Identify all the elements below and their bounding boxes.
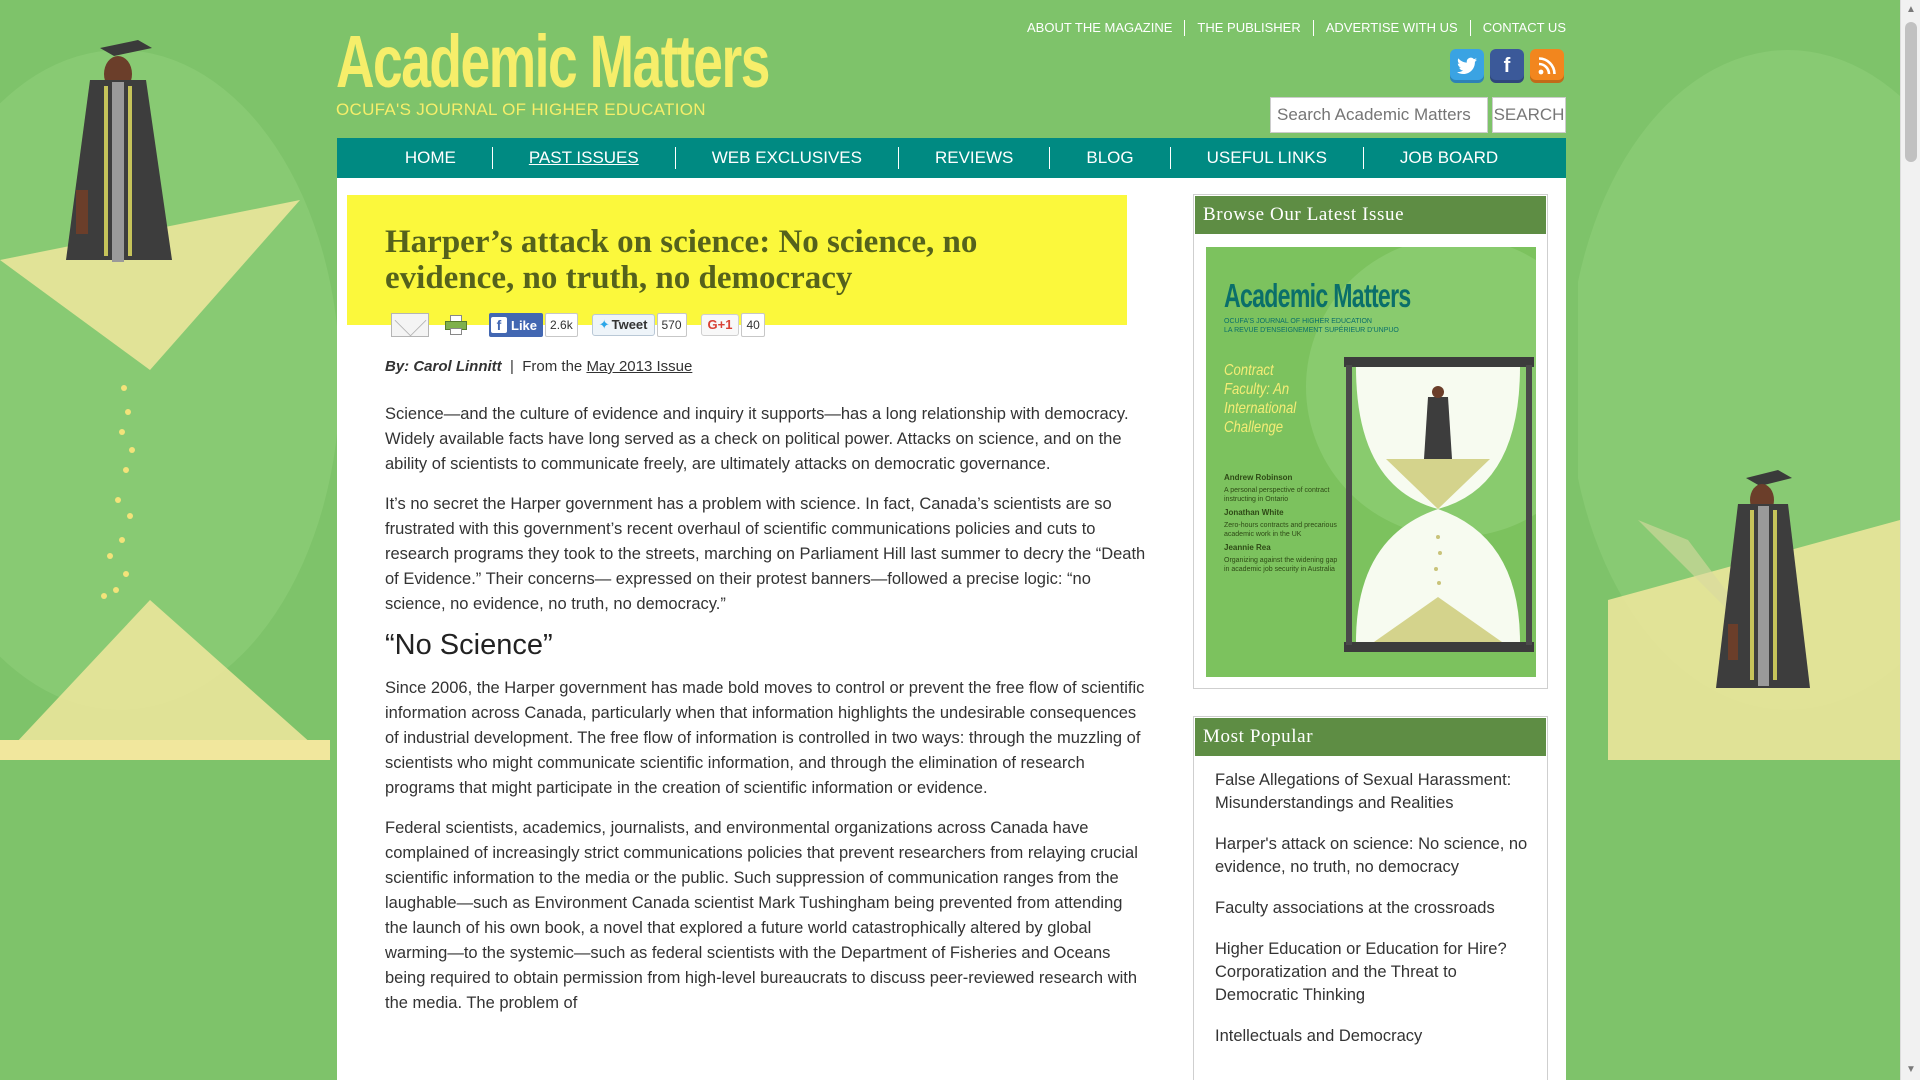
cover-logo: Academic Matters — [1224, 277, 1411, 314]
most-popular-box — [1193, 716, 1548, 1080]
content-panel — [337, 178, 1566, 1080]
like-label: Like — [511, 317, 538, 333]
cover-subtitle-en: OCUFA'S JOURNAL OF HIGHER EDUCATION — [1224, 318, 1372, 325]
contributor-desc: Organizing against the widening gap in academic job security in Australia — [1224, 557, 1338, 573]
top-link-contact[interactable]: CONTACT US — [1470, 20, 1566, 36]
google-plus-count: 40 — [741, 313, 764, 337]
article-paragraph: It’s no secret the Harper government has a problem with science. In fact, Canada’s scientists are so frustrated with this government’s recent overhaul of scientific communications policies and cuts to research programs they took to the streets, marching on Parliament Hill last summer to decry the “Death of Evidence.” Their concerns— expressed on their protest banners—followed a precise logic: “no science, no evidence, no truth, no democracy.” — [385, 495, 1146, 613]
nav-blog[interactable]: BLOG — [1049, 147, 1169, 169]
search-button[interactable]: SEARCH — [1492, 97, 1566, 133]
twitter-bird-icon: ✦ — [598, 317, 610, 332]
cover-contributor — [1224, 473, 1344, 504]
background-hourglass-graduate-left — [0, 0, 340, 760]
nav-web-exclusives[interactable]: WEB EXCLUSIVES — [675, 147, 898, 169]
social-buttons — [1450, 49, 1564, 83]
tweet-label: Tweet — [611, 317, 648, 332]
cover-contributor — [1224, 543, 1344, 574]
article-paragraph: Science—and the culture of evidence and inquiry it supports—has a long relationship with democracy. Widely available facts have long served as a check on political power. Attacks on science, and on the ability of scientists to communicate freely, are ultimately attacks on democratic governance. — [385, 405, 1129, 473]
nav-job-board[interactable]: JOB BOARD — [1363, 147, 1534, 169]
google-plus-button[interactable]: G+1 — [701, 314, 740, 336]
top-link-publisher[interactable]: THE PUBLISHER — [1184, 20, 1312, 36]
top-link-about[interactable]: ABOUT THE MAGAZINE — [1026, 20, 1173, 35]
popular-item[interactable]: False Allegations of Sexual Harassment: Misunderstandings and Realities — [1215, 771, 1512, 812]
article-body — [385, 402, 1147, 1031]
main-nav — [337, 138, 1566, 178]
cover-subtitle — [1224, 317, 1399, 335]
tweet-button[interactable] — [592, 314, 655, 336]
scroll-thumb[interactable] — [1905, 22, 1917, 162]
contributor-name: Andrew Robinson — [1224, 473, 1293, 482]
cover-subtitle-fr: LA REVUE D'ENSEIGNEMENT SUPÉRIEUR D'UNPUO — [1224, 327, 1399, 334]
background-hourglass-graduate-right — [1578, 0, 1918, 760]
section-heading: “No Science” — [385, 629, 553, 661]
cover-headline: Contract Faculty: An International Challenge — [1224, 362, 1297, 436]
page-scrollbar[interactable] — [1900, 0, 1920, 1080]
issue-link[interactable]: May 2013 Issue — [586, 358, 693, 375]
nav-past-issues[interactable]: PAST ISSUES — [492, 147, 675, 169]
popular-item[interactable]: Higher Education or Education for Hire? Corporatization and the Threat to Democratic Thinking — [1215, 940, 1507, 1004]
nav-reviews[interactable]: REVIEWS — [898, 147, 1049, 169]
popular-item[interactable]: Harper's attack on science: No science, no evidence, no truth, no democracy — [1215, 835, 1528, 876]
most-popular-list — [1194, 757, 1547, 1048]
author-name: By: Carol Linnitt — [385, 358, 502, 375]
most-popular-heading: Most Popular — [1195, 718, 1546, 756]
nav-useful-links[interactable]: USEFUL LINKS — [1170, 147, 1363, 169]
byline — [385, 358, 692, 375]
popular-item[interactable]: Faculty associations at the crossroads — [1215, 899, 1495, 917]
nav-home[interactable]: HOME — [404, 148, 456, 167]
facebook-icon[interactable]: f — [1490, 49, 1524, 83]
article-paragraph: Since 2006, the Harper government has made bold moves to control or prevent the free flow of scientific information across Canada, particularly when that information highlights the undesirable consequences of industrial development. The free flow of information is controlled in two ways: through the muzzling of scientists who might communicate scientific information, and through the elimination of research programs that might participate in the creation of scientific information or evidence. — [385, 679, 1145, 797]
site-logo-subtitle: OCUFA'S JOURNAL OF HIGHER EDUCATION — [336, 100, 706, 119]
contributor-name: Jeannie Rea — [1224, 543, 1271, 552]
contributor-desc: A personal perspective of contract instructing in Ontario — [1224, 487, 1330, 503]
rss-icon[interactable] — [1530, 49, 1564, 83]
site-logo-title[interactable]: Academic Matters — [336, 20, 769, 103]
cover-contributor — [1224, 508, 1344, 539]
scroll-up-arrow-icon[interactable]: ▲ — [1906, 4, 1916, 15]
scroll-down-arrow-icon[interactable]: ▼ — [1906, 1064, 1916, 1075]
article-paragraph: Federal scientists, academics, journalists, and environmental organizations across Canada have complained of increasingly strict communications policies that prevent researchers from relaying crucial scientific information to the media or the public. Such suppression of communication ranges from the laughable—such as Environment Canada scientist Mark Tushingham being prevented from attending the launch of his own book, a novel that explored a future world catastrophically altered by global warming—to the systemic—such as federal scientists with the Department of Fisheries and Oceans being required to obtain permission from high-level bureaucrats to discuss peer-reviewed research with the media. The problem of — [385, 819, 1138, 1012]
latest-issue-box — [1193, 194, 1548, 689]
latest-issue-heading: Browse Our Latest Issue — [1195, 196, 1546, 234]
tweet-count: 570 — [657, 313, 687, 337]
contributor-name: Jonathan White — [1224, 508, 1284, 517]
top-link-advertise[interactable]: ADVERTISE WITH US — [1313, 20, 1470, 36]
twitter-icon[interactable] — [1450, 49, 1484, 83]
facebook-f-icon: f — [491, 317, 507, 333]
share-bar — [391, 313, 765, 337]
popular-item[interactable]: Intellectuals and Democracy — [1215, 1027, 1423, 1045]
search-input[interactable] — [1270, 97, 1488, 133]
like-count: 2.6k — [545, 313, 578, 337]
contributor-desc: Zero-hours contracts and precarious academic work in the UK — [1224, 522, 1337, 538]
cover-contributors — [1224, 473, 1344, 578]
article-title: Harper’s attack on science: No science, no evidence, no truth, no democracy — [385, 224, 978, 296]
email-share-icon[interactable] — [391, 313, 429, 337]
print-icon[interactable] — [445, 315, 467, 335]
from-text: From the — [522, 358, 583, 375]
top-utility-links — [1015, 20, 1566, 36]
latest-issue-cover[interactable] — [1206, 247, 1536, 677]
byline-separator: | — [505, 358, 519, 375]
facebook-like-button[interactable] — [489, 313, 543, 337]
